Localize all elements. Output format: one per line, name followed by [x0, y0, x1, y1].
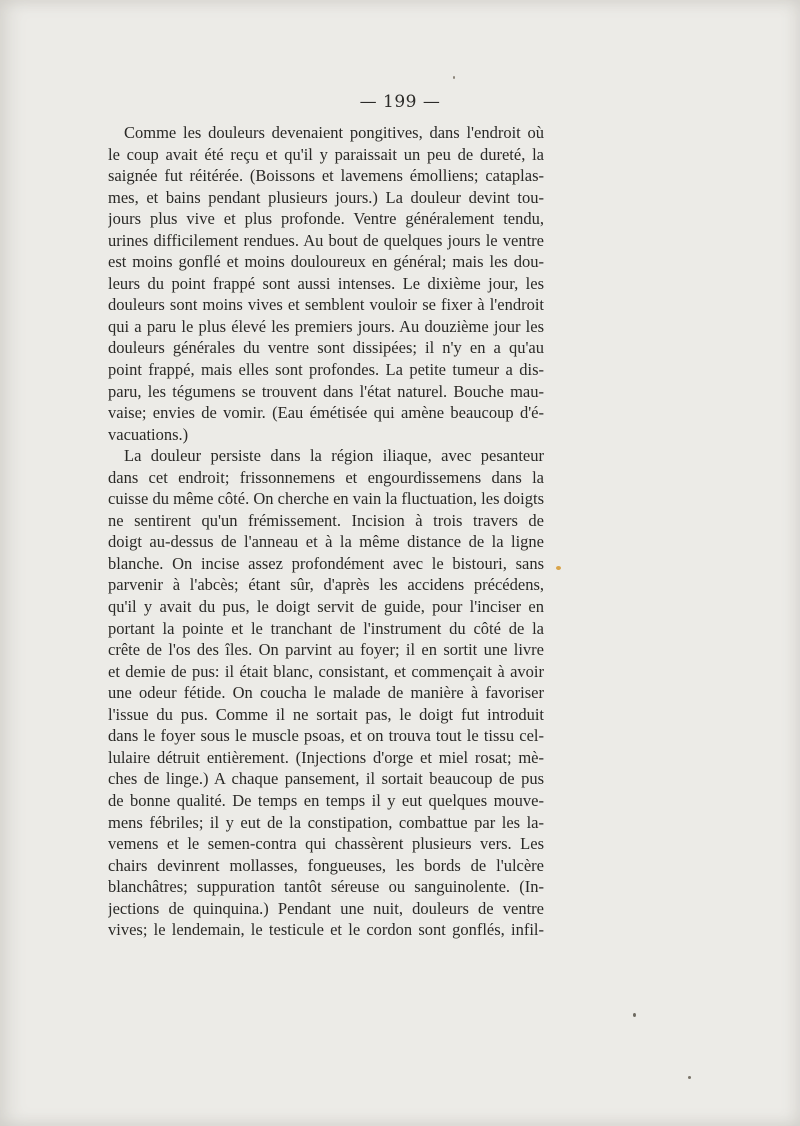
text-line: qu'il y avait du pus, le doigt servit de guide, pour l'inciser en	[108, 597, 544, 617]
text-line: portant la pointe et le tranchant de l'instrument du côté de la	[108, 618, 544, 638]
text-line: douleurs générales du ventre sont dissipées; il n'y en a qu'au	[108, 338, 544, 358]
text-line: Comme les douleurs devenaient pongitives, dans l'endroit où	[124, 123, 544, 142]
text-line: parvenir à l'abcès; étant sûr, d'après les accidens précédens,	[108, 575, 544, 595]
text-line: vacuations.)	[108, 424, 189, 444]
text-line: qui a paru le plus élevé les premiers jours. Au douzième jour les	[108, 316, 544, 336]
text-line: mes, et bains pendant plusieurs jours.) La douleur devint tou-	[108, 187, 544, 207]
text-line: une odeur fétide. On coucha le malade de manière à favoriser	[108, 683, 544, 703]
text-line: jections de quinquina.) Pendant une nuit, douleurs de ventre	[108, 898, 544, 918]
text-line: lulaire détruit entièrement. (Injections d'orge et miel rosat; mè-	[108, 747, 544, 767]
text-line: paru, les tégumens se trouvent dans l'état naturel. Bouche mau-	[108, 381, 544, 401]
text-line: dans le foyer sous le muscle psoas, et on trouva tout le tissu cel-	[108, 726, 544, 746]
text-line: mens fébriles; il y eut de la constipation, combattue par les la-	[108, 812, 544, 832]
text-line: blanchâtres; suppuration tantôt séreuse ou sanguinolente. (In-	[108, 877, 544, 897]
text-line: vives; le lendemain, le testicule et le cordon sont gonflés, infil-	[108, 920, 544, 940]
paper-speck	[556, 566, 561, 570]
text-line: chairs devinrent mollasses, fongueuses, les bords de l'ulcère	[108, 855, 544, 875]
paper-speck	[453, 76, 455, 79]
text-line: ne sentirent qu'un frémissement. Incision à trois travers de	[108, 510, 544, 530]
paper-speck	[688, 1076, 691, 1079]
text-line: jours plus vive et plus profonde. Ventre généralement tendu,	[108, 209, 544, 229]
text-line: douleurs sont moins vives et semblent vouloir se fixer à l'endroit	[108, 295, 544, 315]
text-line: point frappé, mais elles sont profondes. La petite tumeur a dis-	[108, 360, 544, 380]
text-line: urines difficilement rendues. Au bout de quelques jours le ventre	[108, 230, 544, 250]
text-line: dans cet endroit; frissonnemens et engourdissemens dans la	[108, 467, 544, 487]
paper-speck	[633, 1013, 636, 1017]
text-line: crête de l'os des îles. On parvint au foyer; il en sortit une livre	[108, 640, 544, 660]
text-line: leurs du point frappé sont aussi intenses. Le dixième jour, les	[108, 273, 544, 293]
text-line: de bonne qualité. De temps en temps il y eut quelques mouve-	[108, 790, 544, 810]
text-line: vaise; envies de vomir. (Eau émétisée qui amène beaucoup d'é-	[108, 403, 544, 423]
page-number: — 199 —	[359, 92, 441, 112]
text-line: ches de linge.) A chaque pansement, il sortait beaucoup de pus	[108, 769, 544, 789]
text-line: La douleur persiste dans la région iliaque, avec pesanteur	[124, 446, 544, 466]
text-line: doigt au-dessus de l'anneau et à la même distance de la ligne	[108, 532, 544, 552]
text-line: l'issue du pus. Comme il ne sortait pas, le doigt fut introduit	[108, 704, 544, 724]
text-line: blanche. On incise assez profondément avec le bistouri, sans	[108, 553, 544, 573]
text-line: est moins gonflé et moins douloureux en général; mais les dou-	[108, 252, 544, 272]
text-line: cuisse du même côté. On cherche en vain la fluctuation, les doigts	[108, 489, 544, 509]
text-line: et demie de pus: il était blanc, consistant, et commençait à avoir	[108, 661, 544, 681]
text-line: le coup avait été reçu et qu'il y paraissait un peu de dureté, la	[108, 144, 544, 164]
body-text	[108, 122, 544, 941]
text-line: vemens et le semen-contra qui chassèrent plusieurs vers. Les	[108, 834, 544, 854]
text-line: saignée fut réitérée. (Boissons et lavemens émolliens; cataplas-	[108, 166, 544, 186]
